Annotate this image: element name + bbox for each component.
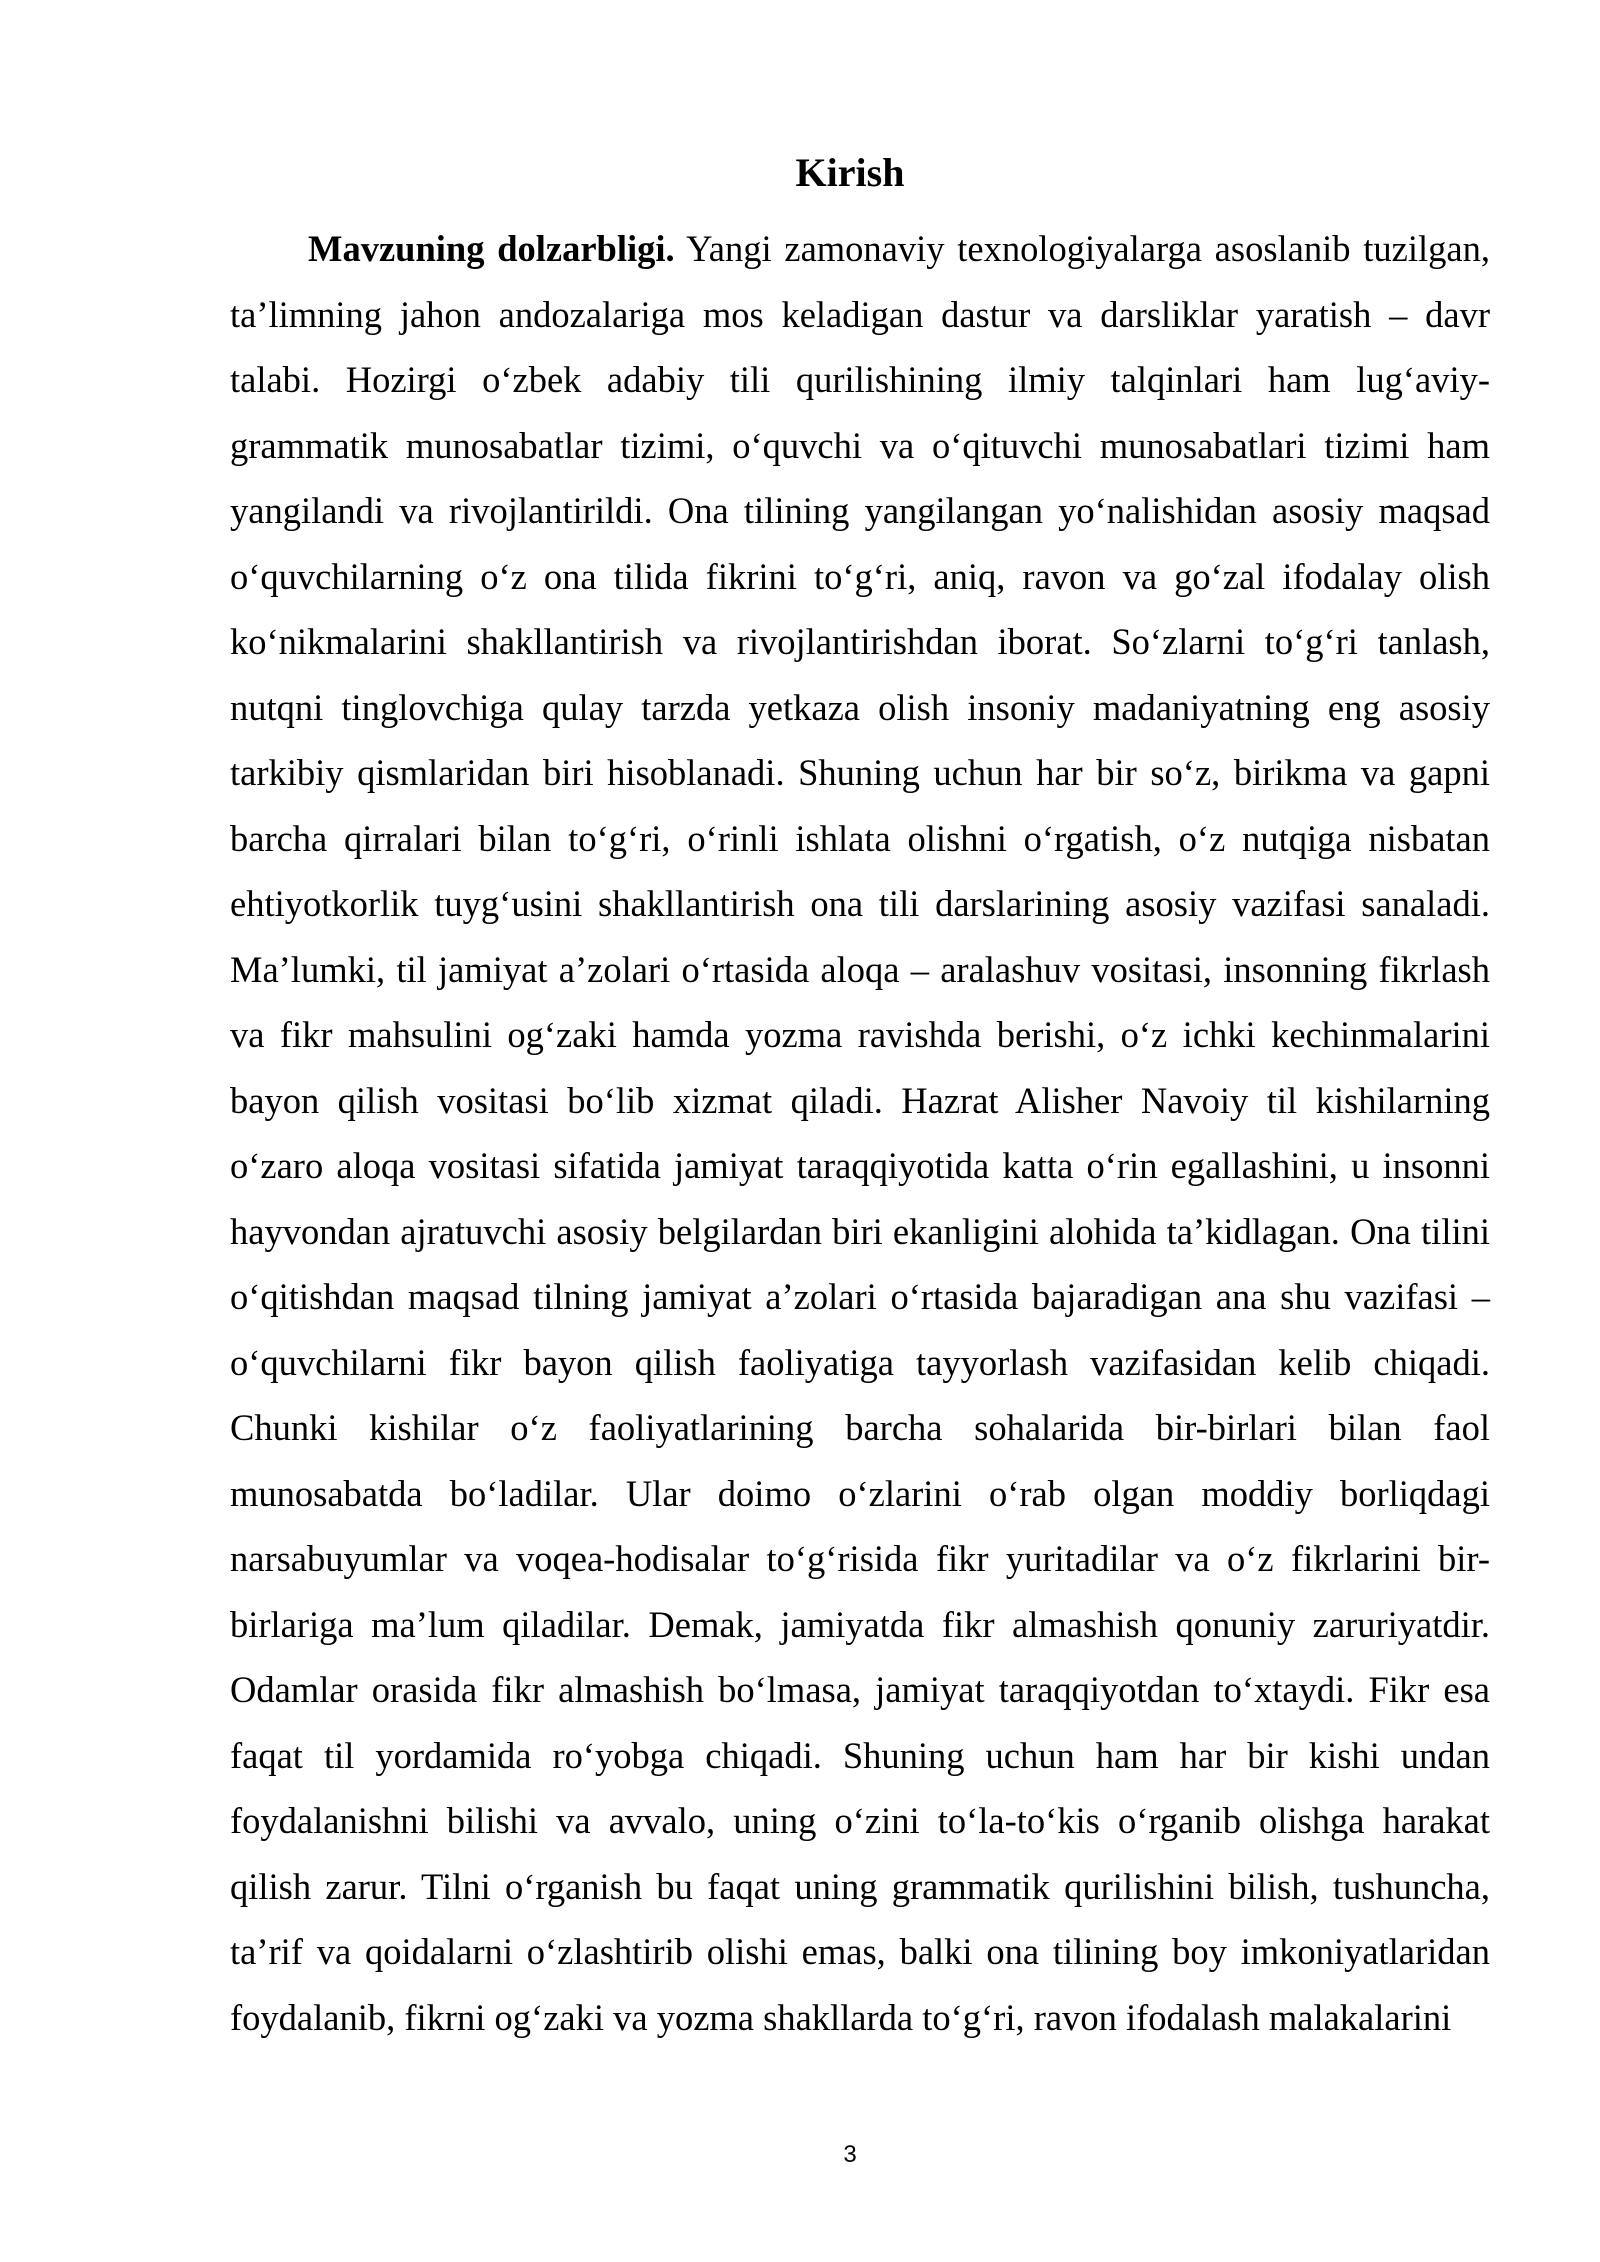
section-lead: Mavzuning dolzarbligi. <box>308 228 675 269</box>
paragraph-text: Yangi zamonaviy texnologiyalarga asoslanib tuzilgan, ta’limning jahon andozalariga mos keladigan dastur va darsliklar yaratish – davr talabi. Hozirgi o‘zbek adabiy tili qurilishining ilmiy talqinlari ham lug‘aviy-grammatik munosabatlar tizimi, o‘quvchi va o‘qituvchi munosabatlari tizimi ham yangilandi va rivojlantirildi. Ona tilining yangilangan yo‘nalishidan asosiy maqsad o‘quvchilarning o‘z ona tilida fikrini to‘g‘ri, aniq, ravon va go‘zal ifodalay olish ko‘nikmalarini shakllantirish va rivojlantirishdan iborat. So‘zlarni to‘g‘ri tanlash, nutqni tinglovchiga qulay tarzda yetkaza olish insoniy madaniyatning eng asosiy tarkibiy qismlaridan biri hisoblanadi. Shuning uchun har bir so‘z, birikma va gapni barcha qirralari bilan to‘g‘ri, o‘rinli ishlata olishni o‘rgatish, o‘z nutqiga nisbatan ehtiyotkorlik tuyg‘usini shakllantirish ona tili darslarining asosiy vazifasi sanaladi. Ma’lumki, til jamiyat a’zolari o‘rtasida aloqa – aralashuv vositasi, insonning fikrlash va fikr mahsulini og‘zaki hamda yozma ravishda berishi, o‘z ichki kechinmalarini bayon qilish vositasi bo‘lib xizmat qiladi. Hazrat Alisher Navoiy til kishilarning o‘zaro aloqa vositasi sifatida jamiyat taraqqiyotida katta o‘rin egallashini, u insonni hayvondan ajratuvchi asosiy belgilardan biri ekanligini alohida ta’kidlagan. Ona tilini o‘qitishdan maqsad tilning jamiyat a’zolari o‘rtasida bajaradigan ana shu vazifasi – o‘quvchilarni fikr bayon qilish faoliyatiga tayyorlash vazifasidan kelib chiqadi. Chunki kishilar o‘z faoliyatlarining barcha sohalarida bir-birlari bilan faol munosabatda bo‘ladilar. Ular doimo o‘zlarini o‘rab olgan moddiy borliqdagi narsabuyumlar va voqea-hodisalar to‘g‘risida fikr yuritadilar va o‘z fikrlarini bir-birlariga ma’lum qiladilar. Demak, jamiyatda fikr almashish qonuniy zaruriyatdir. Odamlar orasida fikr almashish bo‘lmasa, jamiyat taraqqiyotdan to‘xtaydi. Fikr esa faqat til yordamida ro‘yobga chiqadi. Shuning uchun ham har bir kishi undan foydalanishni bilishi va avvalo, uning o‘zini to‘la-to‘kis o‘rganib olishga harakat qilish zarur. Tilni o‘rganish bu faqat uning grammatik qurilishini bilish, tushuncha, ta’rif va qoidalarni o‘zlashtirib olishi emas, balki ona tilining boy imkoniyatlaridan foydalanib, fikrni og‘zaki va yozma shakllarda to‘g‘ri, ravon ifodalash malakalarini <box>230 228 1490 2038</box>
body-paragraph <box>230 216 1490 2050</box>
page-number: 3 <box>843 2141 857 2168</box>
page-title: Kirish <box>795 150 905 195</box>
